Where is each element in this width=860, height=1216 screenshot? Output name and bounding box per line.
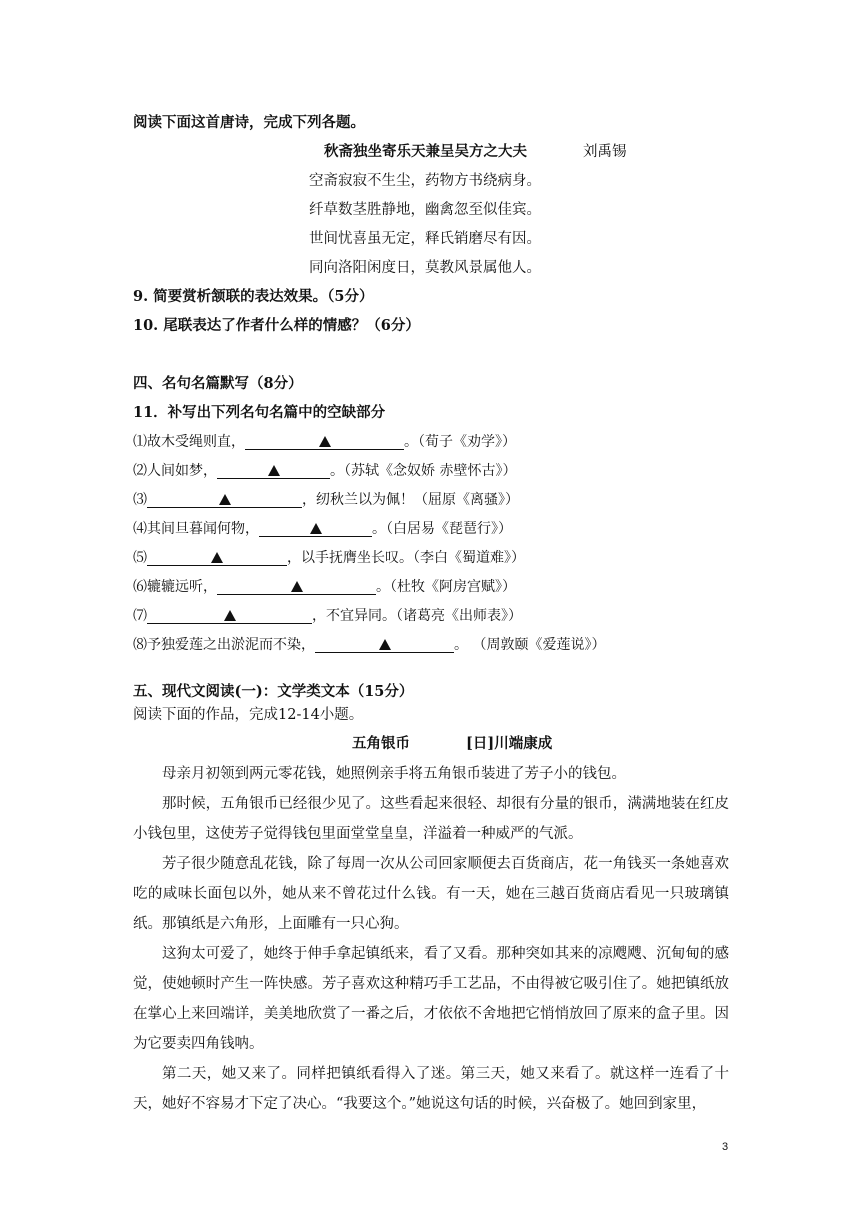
fill-item [133, 636, 605, 654]
item-text-after: 。 （周敦颐《爱莲说》） [454, 637, 606, 653]
item-number: ⑵ [133, 463, 147, 479]
story-paragraph: 这狗太可爱了，她终于伸手拿起镇纸来，看了又看。那种突如其来的凉飕飕、沉甸甸的感觉，使她顿时产生一阵快感。芳子喜欢这种精巧手工艺品，不由得被它吸引住了。她把镇纸放在掌心上来回端详，美美地欣赏了一番之后，才依依不舍地把它悄悄放回了原来的盒子里。因为它要卖四角钱呐。 [133, 946, 729, 1052]
item-number: ⑹ [133, 579, 147, 595]
page-number: 3 [722, 1141, 729, 1153]
answer-blank[interactable] [147, 549, 287, 566]
item-text-before: 辘辘远听， [147, 579, 217, 595]
item-text-after: 。（杜牧《阿房宫赋》） [376, 579, 516, 595]
section-4-heading: 四、名句名篇默写（8分） [133, 375, 303, 392]
item-number: ⑻ [133, 637, 147, 653]
poem-author: 刘禹锡 [583, 144, 627, 160]
item-text-before: 予独爱莲之出淤泥而不染， [147, 637, 315, 653]
triangle-marker-icon [268, 465, 280, 476]
poem-line: 同向洛阳闲度日，莫教风景属他人。 [309, 260, 541, 276]
item-text-after: 。（白居易《琵琶行》） [372, 521, 512, 537]
reading-intro: 阅读下面这首唐诗，完成下列各题。 [133, 114, 365, 131]
story-paragraph: 芳子很少随意乱花钱，除了每周一次从公司回家顺便去百货商店，花一角钱买一条她喜欢吃的咸味长面包以外，她从来不曾花过什么钱。有一天，她在三越百货商店看见一只玻璃镇纸。那镇纸是六角形，上面雕有一只心狗。 [133, 856, 729, 932]
fill-item [133, 549, 525, 567]
section-5-instruction: 阅读下面的作品，完成12-14小题。 [133, 707, 364, 723]
triangle-marker-icon [291, 581, 303, 592]
triangle-marker-icon [219, 494, 231, 505]
triangle-marker-icon [379, 639, 391, 650]
triangle-marker-icon [224, 610, 236, 621]
item-number: ⑺ [133, 608, 147, 624]
story-paragraph: 第二天，她又来了。同样把镇纸看得入了迷。第三天，她又来看了。就这样一连看了十天，她好不容易才下定了决心。“我要这个。”她说这句话的时候，兴奋极了。她回到家里， [133, 1066, 729, 1112]
poem-line: 纤草数茎胜静地，幽禽忽至似佳宾。 [309, 202, 541, 218]
fill-item [133, 462, 516, 480]
poem-title: 秋斋独坐寄乐天兼呈吴方之大夫 [324, 143, 527, 160]
answer-blank[interactable] [147, 607, 312, 624]
answer-blank[interactable] [315, 636, 454, 653]
item-text-before: 故木受绳则直， [147, 434, 245, 450]
fill-item [133, 607, 522, 625]
item-text-after: 。（荀子《劝学》） [404, 434, 516, 450]
answer-blank[interactable] [245, 433, 404, 450]
story-paragraph: 那时候，五角银币已经很少见了。这些看起来很轻、却很有分量的银币，满满地装在红皮小钱包里，这使芳子觉得钱包里面堂堂皇皇，洋溢着一种威严的气派。 [133, 796, 729, 842]
story-paragraph: 母亲月初领到两元零花钱，她照例亲手将五角银币装进了芳子小的钱包。 [162, 766, 626, 782]
fill-item [133, 578, 516, 596]
story-title: 五角银币 [352, 735, 410, 752]
answer-blank[interactable] [217, 578, 376, 595]
question-9: 9. 简要赏析颔联的表达效果。（5分） [133, 288, 374, 305]
item-text-after: ，以手抚膺坐长叹。（李白《蜀道难》） [287, 550, 525, 566]
question-11: 11．补写出下列名句名篇中的空缺部分 [133, 404, 386, 421]
item-number: ⑶ [133, 492, 147, 508]
fill-item [133, 433, 516, 451]
story-author: [日]川端康成 [466, 735, 553, 752]
fill-item [133, 520, 512, 538]
question-10: 10. 尾联表达了作者什么样的情感？（6分） [133, 317, 420, 334]
section-5-heading: 五、现代文阅读(一)：文学类文本（15分） [133, 683, 414, 700]
poem-line: 世间忧喜虽无定，释氏销磨尽有因。 [309, 231, 541, 247]
triangle-marker-icon [319, 436, 331, 447]
item-number: ⑸ [133, 550, 147, 566]
item-number: ⑷ [133, 521, 147, 537]
answer-blank[interactable] [217, 462, 330, 479]
item-text-before: 人间如梦， [147, 463, 217, 479]
triangle-marker-icon [211, 552, 223, 563]
poem-line: 空斋寂寂不生尘，药物方书绕病身。 [309, 173, 541, 189]
item-text-after: 。（苏轼《念奴娇 赤壁怀古》） [330, 463, 517, 479]
answer-blank[interactable] [259, 520, 372, 537]
triangle-marker-icon [310, 523, 322, 534]
item-text-after: ，纫秋兰以为佩！（屈原《离骚》） [302, 492, 519, 508]
fill-item [133, 491, 519, 509]
item-text-after: ，不宜异同。（诸葛亮《出师表》） [312, 608, 522, 624]
item-text-before: 其间旦暮闻何物， [147, 521, 259, 537]
answer-blank[interactable] [147, 491, 302, 508]
item-number: ⑴ [133, 434, 147, 450]
